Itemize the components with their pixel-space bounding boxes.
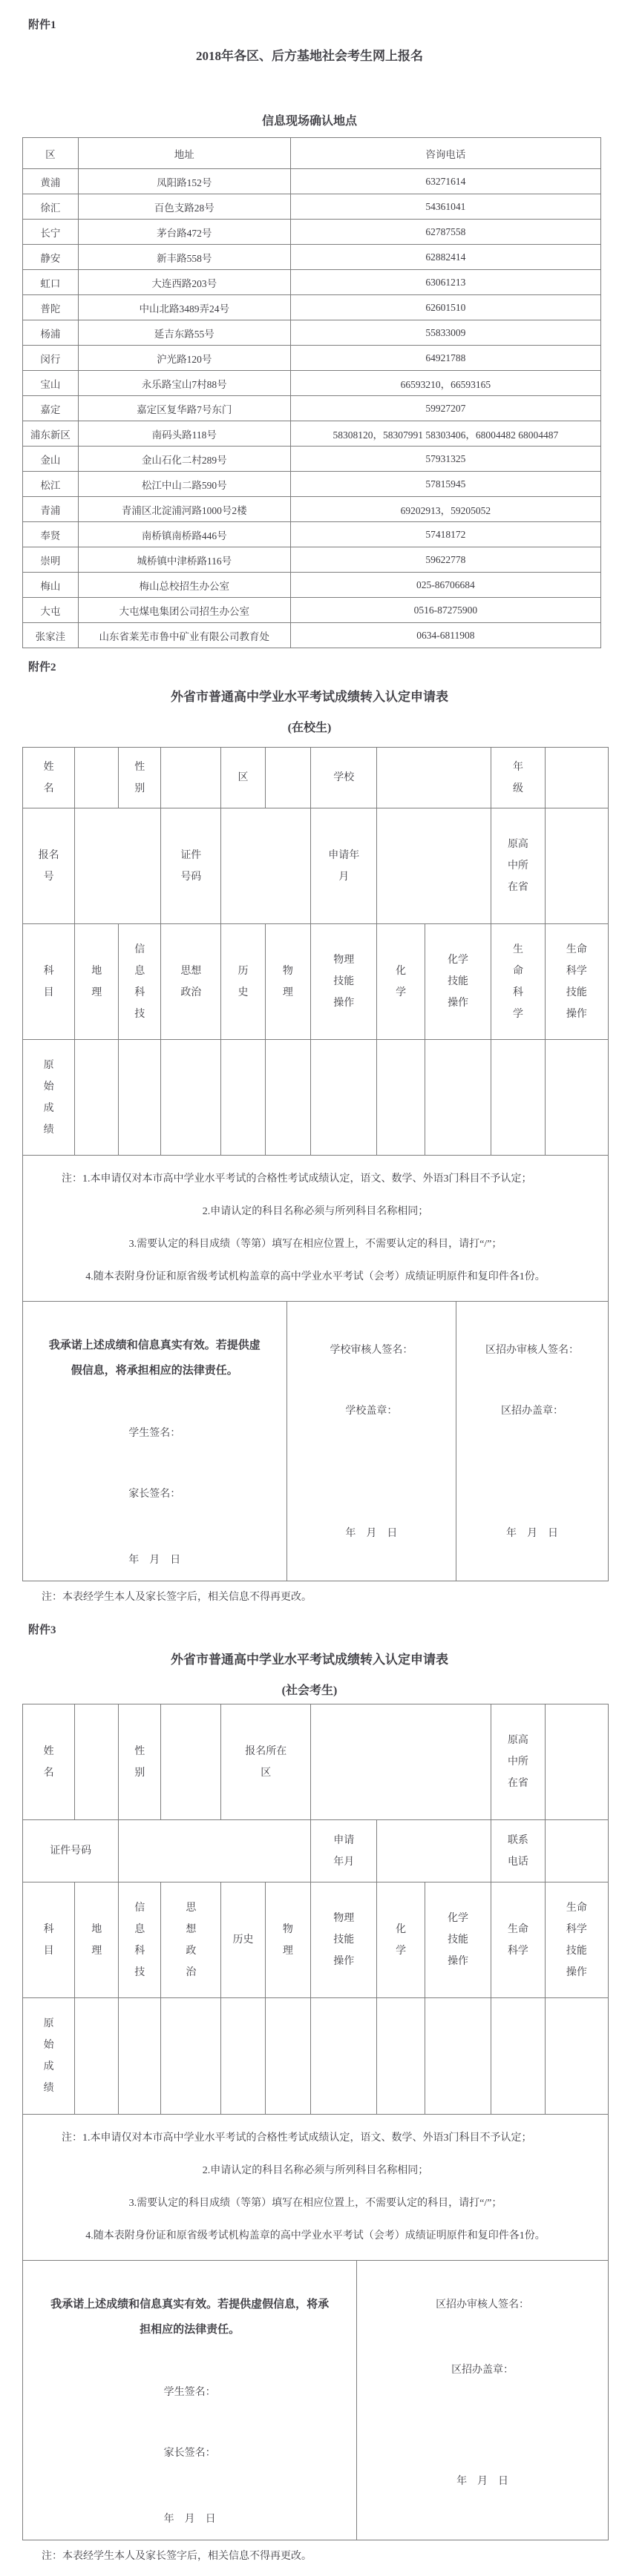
address-cell: 沪光路120号 — [78, 346, 290, 371]
reg-district-value-cell — [311, 1704, 491, 1820]
table-row — [23, 320, 601, 346]
district-cell: 宝山 — [23, 371, 79, 396]
note-2: 2.申请认定的科目名称必须与所列科目名称相同； — [202, 2165, 429, 2176]
attachment3-section — [0, 1621, 619, 2563]
address-cell: 城桥镇中津桥路116号 — [78, 547, 290, 573]
subject-history: 历史 — [221, 1882, 265, 1998]
reg-no-label: 报名号 — [23, 808, 75, 924]
score-cell — [425, 1998, 491, 2115]
student-signature-block — [23, 1302, 286, 1581]
table-row — [23, 270, 601, 295]
district-cell: 闵行 — [23, 346, 79, 371]
phone-cell: 0634-6811908 — [290, 623, 600, 648]
origin-province-label: 原高中所在省 — [491, 808, 546, 924]
phone-cell: 63271614 — [290, 169, 600, 194]
district-cell: 奉贤 — [23, 522, 79, 547]
district-cell: 虹口 — [23, 270, 79, 295]
table-row — [23, 497, 601, 522]
subject-life-science-skill: 生命科学技能操作 — [545, 924, 608, 1040]
date-label: 年 月 日 — [456, 2476, 509, 2487]
address-cell: 大屯煤电集团公司招生办公室 — [78, 598, 290, 623]
phone-cell: 59622778 — [290, 547, 600, 573]
subject-it: 信息科技 — [119, 924, 161, 1040]
district-cell: 青浦 — [23, 497, 79, 522]
form-row-raw-scores — [23, 1998, 609, 2115]
notes-cell — [23, 1156, 609, 1302]
phone-cell: 025-86706684 — [290, 573, 600, 598]
attachment2-title: 外省市普通高中学业水平考试成绩转入认定申请表 — [171, 690, 448, 704]
address-cell: 金山石化二村289号 — [78, 447, 290, 472]
table-row — [23, 573, 601, 598]
note-3: 3.需要认定的科目成绩（等第）填写在相应位置上，不需要认定的科目，请打“/”； — [128, 2198, 502, 2209]
attachment2-footnote: 注：本表经学生本人及家长签字后，相关信息不得再更改。 — [42, 1592, 312, 1603]
address-cell: 梅山总校招生办公室 — [78, 573, 290, 598]
score-cell — [221, 1040, 265, 1156]
district-cell: 金山 — [23, 447, 79, 472]
district-cell: 嘉定 — [23, 396, 79, 421]
attachment1-title: 2018年各区、后方基地社会考生网上报名 — [196, 49, 423, 63]
phone-cell: 69202913，59205052 — [290, 497, 600, 522]
grade-label: 年级 — [491, 748, 546, 808]
attachment2-subtitle: (在校生) — [287, 722, 332, 734]
school-label: 学校 — [311, 748, 377, 808]
phone-cell: 54361041 — [290, 194, 600, 220]
parent-sign-label: 家长签名： — [163, 2448, 216, 2459]
confirm-locations-table — [22, 137, 601, 648]
address-cell: 山东省莱芜市鲁中矿业有限公司教育处 — [78, 623, 290, 648]
district-review-block — [356, 2261, 608, 2540]
note-2: 2.申请认定的科目名称必须与所列科目名称相同； — [202, 1206, 429, 1217]
district-cell: 浦东新区 — [23, 421, 79, 447]
phone-cell: 57931325 — [290, 447, 600, 472]
apply-ym-label: 申请年月 — [311, 1820, 377, 1882]
score-cell — [221, 1998, 265, 2115]
subject-geography: 地理 — [75, 924, 119, 1040]
note-3: 3.需要认定的科目成绩（等第）填写在相应位置上，不需要认定的科目，请打“/”； — [128, 1239, 502, 1250]
score-cell — [75, 1040, 119, 1156]
phone-cell: 62601510 — [290, 295, 600, 320]
table-row — [23, 421, 601, 447]
student-sign-label: 学生签名： — [128, 1428, 181, 1439]
name-value-cell — [75, 1704, 119, 1820]
score-cell — [161, 1040, 221, 1156]
table-row — [23, 623, 601, 648]
subject-physics: 物理 — [265, 1882, 311, 1998]
id-no-value-cell — [119, 1820, 311, 1882]
school-review-block — [286, 1302, 456, 1581]
origin-province-label: 原高中所在省 — [491, 1704, 546, 1820]
date-label: 年 月 日 — [163, 2514, 216, 2525]
score-cell — [545, 1040, 608, 1156]
table-row — [23, 547, 601, 573]
subject-physics-skill: 物理技能操作 — [311, 924, 377, 1040]
score-cell — [491, 1998, 546, 2115]
application-form-students — [22, 747, 609, 1581]
address-cell: 青浦区北淀浦河路1000号2楼 — [78, 497, 290, 522]
gender-value-cell — [161, 748, 221, 808]
table-row — [23, 371, 601, 396]
subject-col-label: 科目 — [23, 1882, 75, 1998]
phone-cell: 58308120，58307991 58303406，68004482 68004487 — [290, 421, 600, 447]
column-header-address: 地址 — [78, 138, 290, 169]
phone-cell: 63061213 — [290, 270, 600, 295]
contact-phone-label: 联系电话 — [491, 1820, 546, 1882]
district-seal-label: 区招办盖章： — [451, 2365, 514, 2376]
subject-politics: 思想政治 — [161, 924, 221, 1040]
origin-province-value-cell — [545, 808, 608, 924]
name-label: 姓名 — [23, 1704, 75, 1820]
district-value-cell — [265, 748, 311, 808]
table-row — [23, 169, 601, 194]
confirm-table-title: 信息现场确认地点 — [261, 115, 357, 128]
form-row-identity — [23, 1704, 609, 1820]
district-cell: 普陀 — [23, 295, 79, 320]
phone-cell: 62882414 — [290, 245, 600, 270]
score-cell — [161, 1998, 221, 2115]
form-row-subjects — [23, 924, 609, 1040]
form-row-notes — [23, 2115, 609, 2261]
district-cell: 长宁 — [23, 220, 79, 245]
district-review-block — [456, 1302, 608, 1581]
attachment3-title: 外省市普通高中学业水平考试成绩转入认定申请表 — [171, 1653, 448, 1667]
score-cell — [311, 1040, 377, 1156]
column-header-district: 区 — [23, 138, 79, 169]
note-4: 4.随本表附身份证和原省级考试机构盖章的高中学业水平考试（会考）成绩证明原件和复印件各1份。 — [85, 1271, 546, 1282]
score-cell — [119, 1998, 161, 2115]
district-cell: 崇明 — [23, 547, 79, 573]
table-row — [23, 396, 601, 421]
form-row-signatures — [23, 2261, 609, 2540]
address-cell: 茅台路472号 — [78, 220, 290, 245]
score-cell — [377, 1998, 425, 2115]
district-cell: 梅山 — [23, 573, 79, 598]
score-cell — [425, 1040, 491, 1156]
form-row-subjects — [23, 1882, 609, 1998]
name-label: 姓名 — [23, 748, 75, 808]
form-row-registration — [23, 1820, 609, 1882]
address-cell: 百色支路28号 — [78, 194, 290, 220]
phone-cell: 55833009 — [290, 320, 600, 346]
district-seal-label: 区招办盖章： — [501, 1406, 564, 1417]
address-cell: 南码头路118号 — [78, 421, 290, 447]
student-signature-block — [23, 2261, 356, 2540]
district-cell: 张家洼 — [23, 623, 79, 648]
form-row-notes — [23, 1156, 609, 1302]
table-row — [23, 245, 601, 270]
signature-cell — [23, 2261, 609, 2540]
gender-label: 性别 — [119, 1704, 161, 1820]
reg-district-label: 报名所在区 — [221, 1704, 311, 1820]
apply-ym-label: 申请年月 — [311, 808, 377, 924]
address-cell: 中山北路3489弄24号 — [78, 295, 290, 320]
district-cell: 杨浦 — [23, 320, 79, 346]
score-cell — [265, 1998, 311, 2115]
id-no-label: 证件号码 — [23, 1820, 119, 1882]
parent-sign-label: 家长签名： — [128, 1489, 181, 1500]
address-cell: 大连西路203号 — [78, 270, 290, 295]
reg-no-value-cell — [75, 808, 161, 924]
signature-cell — [23, 1302, 609, 1581]
table-row — [23, 346, 601, 371]
note-1: 注：1.本申请仅对本市高中学业水平考试的合格性考试成绩认定，语文、数学、外语3门科目不予认定； — [62, 2132, 532, 2144]
id-no-label: 证件号码 — [161, 808, 221, 924]
confirm-table-header-row — [23, 138, 601, 169]
table-row — [23, 220, 601, 245]
address-cell: 松江中山二路590号 — [78, 472, 290, 497]
score-cell — [265, 1040, 311, 1156]
address-cell: 新丰路558号 — [78, 245, 290, 270]
phone-cell: 0516-87275900 — [290, 598, 600, 623]
subject-physics-skill: 物理技能操作 — [311, 1882, 377, 1998]
grade-value-cell — [545, 748, 608, 808]
table-row — [23, 598, 601, 623]
address-cell: 嘉定区复华路7号东门 — [78, 396, 290, 421]
form-row-signatures — [23, 1302, 609, 1581]
date-label: 年 月 日 — [345, 1528, 398, 1539]
attachment2-label: 附件2 — [28, 662, 56, 673]
attachment3-label: 附件3 — [28, 1624, 56, 1636]
attachment2-section — [0, 659, 619, 1604]
subject-physics: 物理 — [265, 924, 311, 1040]
subject-col-label: 科目 — [23, 924, 75, 1040]
raw-score-label: 原始成绩 — [23, 1040, 75, 1156]
subject-it: 信息科技 — [119, 1882, 161, 1998]
notes-cell — [23, 2115, 609, 2261]
form-row-identity — [23, 748, 609, 808]
school-value-cell — [377, 748, 491, 808]
score-cell — [377, 1040, 425, 1156]
address-cell: 凤阳路152号 — [78, 169, 290, 194]
district-cell: 黄浦 — [23, 169, 79, 194]
table-row — [23, 295, 601, 320]
table-row — [23, 472, 601, 497]
score-cell — [311, 1998, 377, 2115]
attachment1-section — [0, 16, 619, 648]
score-cell — [545, 1998, 608, 2115]
district-label: 区 — [221, 748, 265, 808]
score-cell — [119, 1040, 161, 1156]
district-cell: 静安 — [23, 245, 79, 270]
subject-life-science: 生命科学 — [491, 1882, 546, 1998]
phone-cell: 57815945 — [290, 472, 600, 497]
attachment3-subtitle: (社会考生) — [281, 1684, 338, 1697]
phone-cell: 57418172 — [290, 522, 600, 547]
contact-phone-value-cell — [545, 1820, 608, 1882]
subject-life-science-skill: 生命科学技能操作 — [545, 1882, 608, 1998]
apply-ym-value-cell — [377, 1820, 491, 1882]
apply-ym-value-cell — [377, 808, 491, 924]
attachment1-label: 附件1 — [28, 19, 56, 31]
subject-chemistry: 化学 — [377, 924, 425, 1040]
raw-score-label: 原始成绩 — [23, 1998, 75, 2115]
school-seal-label: 学校盖章： — [345, 1406, 398, 1417]
subject-life-science: 生命科学 — [491, 924, 546, 1040]
note-4: 4.随本表附身份证和原省级考试机构盖章的高中学业水平考试（会考）成绩证明原件和复印件各1份。 — [85, 2230, 546, 2241]
gender-value-cell — [161, 1704, 221, 1820]
score-cell — [491, 1040, 546, 1156]
district-reviewer-sign-label: 区招办审核人签名： — [485, 1345, 580, 1356]
district-cell: 徐汇 — [23, 194, 79, 220]
application-form-social — [22, 1704, 609, 2540]
subject-geography: 地理 — [75, 1882, 119, 1998]
subject-history: 历史 — [221, 924, 265, 1040]
subject-chemistry-skill: 化学技能操作 — [425, 1882, 491, 1998]
district-cell: 松江 — [23, 472, 79, 497]
id-no-value-cell — [221, 808, 311, 924]
address-cell: 延吉东路55号 — [78, 320, 290, 346]
table-row — [23, 194, 601, 220]
subject-politics: 思想政治 — [161, 1882, 221, 1998]
date-label: 年 月 日 — [128, 1555, 181, 1566]
phone-cell: 66593210，66593165 — [290, 371, 600, 396]
score-cell — [75, 1998, 119, 2115]
phone-cell: 59927207 — [290, 396, 600, 421]
subject-chemistry: 化学 — [377, 1882, 425, 1998]
district-cell: 大屯 — [23, 598, 79, 623]
gender-label: 性别 — [119, 748, 161, 808]
note-1: 注：1.本申请仅对本市高中学业水平考试的合格性考试成绩认定，语文、数学、外语3门科目不予认定； — [62, 1173, 532, 1185]
address-cell: 永乐路宝山7村88号 — [78, 371, 290, 396]
promise-text: 我承诺上述成绩和信息真实有效。若提供虚假信息，将承担相应的法律责任。 — [48, 1340, 261, 1377]
promise-text: 我承诺上述成绩和信息真实有效。若提供虚假信息，将承担相应的法律责任。 — [50, 2299, 330, 2336]
date-label: 年 月 日 — [506, 1528, 559, 1539]
name-value-cell — [75, 748, 119, 808]
form-row-raw-scores — [23, 1040, 609, 1156]
phone-cell: 62787558 — [290, 220, 600, 245]
table-row — [23, 522, 601, 547]
address-cell: 南桥镇南桥路446号 — [78, 522, 290, 547]
district-reviewer-sign-label: 区招办审核人签名： — [436, 2299, 530, 2310]
column-header-phone: 咨询电话 — [290, 138, 600, 169]
table-row — [23, 447, 601, 472]
phone-cell: 64921788 — [290, 346, 600, 371]
subject-chemistry-skill: 化学技能操作 — [425, 924, 491, 1040]
student-sign-label: 学生签名： — [163, 2387, 216, 2398]
school-reviewer-sign-label: 学校审核人签名： — [330, 1345, 413, 1356]
form-row-registration — [23, 808, 609, 924]
attachment3-footnote: 注：本表经学生本人及家长签字后，相关信息不得再更改。 — [42, 2551, 312, 2562]
origin-province-value-cell — [545, 1704, 608, 1820]
